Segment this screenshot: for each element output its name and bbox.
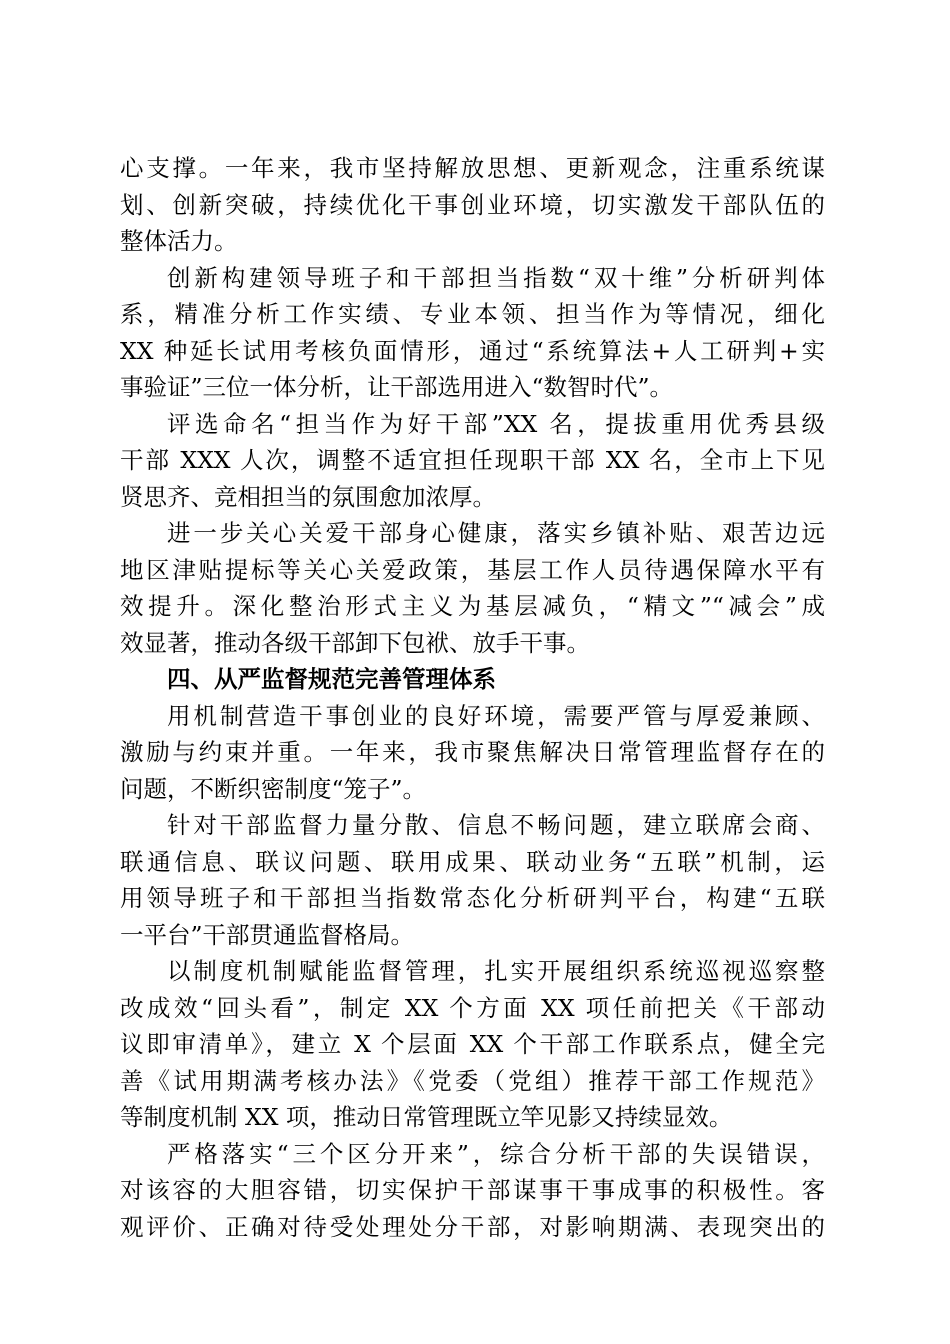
text-line: 问题，不断织密制度“笼子”。 <box>120 774 427 803</box>
text-line: 划、创新突破，持续优化干事创业环境，切实激发干部队伍的 <box>120 190 825 219</box>
text-line: 一平台”干部贯通监督格局。 <box>120 920 415 949</box>
text-line: 联通信息、联议问题、联用成果、联动业务“五联”机制，运 <box>120 847 825 876</box>
document-page <box>120 150 825 1245</box>
text-line: 用领导班子和干部担当指数常态化分析研判平台，构建“五联 <box>120 884 825 912</box>
text-line: 心支撑。一年来，我市坚持解放思想、更新观念，注重系统谋 <box>120 154 825 182</box>
body-paragraph <box>120 260 825 406</box>
text-line: 评选命名“担当作为好干部”XX 名，提拔重用优秀县级 <box>167 409 825 438</box>
text-line: 整体活力。 <box>120 227 238 255</box>
text-line: 严格落实“三个区分开来”，综合分析干部的失误错误， <box>167 1139 825 1168</box>
text-line: 地区津贴提标等关心关爱政策，基层工作人员待遇保障水平有 <box>120 555 825 584</box>
text-line: 改成效“回头看”，制定 XX 个方面 XX 项任前把关《干部动 <box>120 993 825 1022</box>
text-line: 对该容的大胆容错，切实保护干部谋事干事成事的积极性。客 <box>120 1176 825 1204</box>
body-paragraph <box>120 406 825 516</box>
body-paragraph <box>120 807 825 953</box>
text-line: 系，精准分析工作实绩、专业本领、担当作为等情况，细化 <box>120 300 825 328</box>
text-line: XX 种延长试用考核负面情形，通过“系统算法+人工研判+实 <box>120 336 825 365</box>
body-paragraph <box>120 698 825 808</box>
text-line: 议即审清单》，建立 X 个层面 XX 个干部工作联系点，健全完 <box>120 1030 825 1058</box>
text-line: 干部 XXX 人次，调整不适宜担任现职干部 XX 名，全市上下见 <box>120 446 825 474</box>
body-paragraph <box>120 150 825 260</box>
body-paragraph <box>120 953 825 1136</box>
text-line: 效显著，推动各级干部卸下包袱、放手干事。 <box>120 628 590 657</box>
section-heading <box>120 661 825 698</box>
text-line: 进一步关心关爱干部身心健康，落实乡镇补贴、艰苦边远 <box>167 519 825 547</box>
text-line: 激励与约束并重。一年来，我市聚焦解决日常管理监督存在的 <box>120 738 825 766</box>
text-line: 等制度机制 XX 项，推动日常管理既立竿见影又持续显效。 <box>120 1103 733 1131</box>
text-line: 四、从严监督规范完善管理体系 <box>167 665 496 693</box>
text-line: 创新构建领导班子和干部担当指数“双十维”分析研判体 <box>167 263 825 292</box>
text-line: 贤思齐、竞相担当的氛围愈加浓厚。 <box>120 482 496 511</box>
text-line: 效提升。深化整治形式主义为基层减负，“精文”“减会”成 <box>120 592 825 620</box>
text-line: 以制度机制赋能监督管理，扎实开展组织系统巡视巡察整 <box>167 957 825 985</box>
body-paragraph <box>120 515 825 661</box>
text-line: 事验证”三位一体分析，让干部选用进入“数智时代”。 <box>120 373 674 401</box>
text-line: 善《试用期满考核办法》《党委（党组）推荐干部工作规范》 <box>120 1066 825 1095</box>
text-line: 观评价、正确对待受处理处分干部，对影响期满、表现突出的 <box>120 1212 825 1241</box>
text-line: 用机制营造干事创业的良好环境，需要严管与厚爱兼顾、 <box>167 701 825 730</box>
text-line: 针对干部监督力量分散、信息不畅问题，建立联席会商、 <box>167 811 825 839</box>
body-paragraph <box>120 1136 825 1246</box>
